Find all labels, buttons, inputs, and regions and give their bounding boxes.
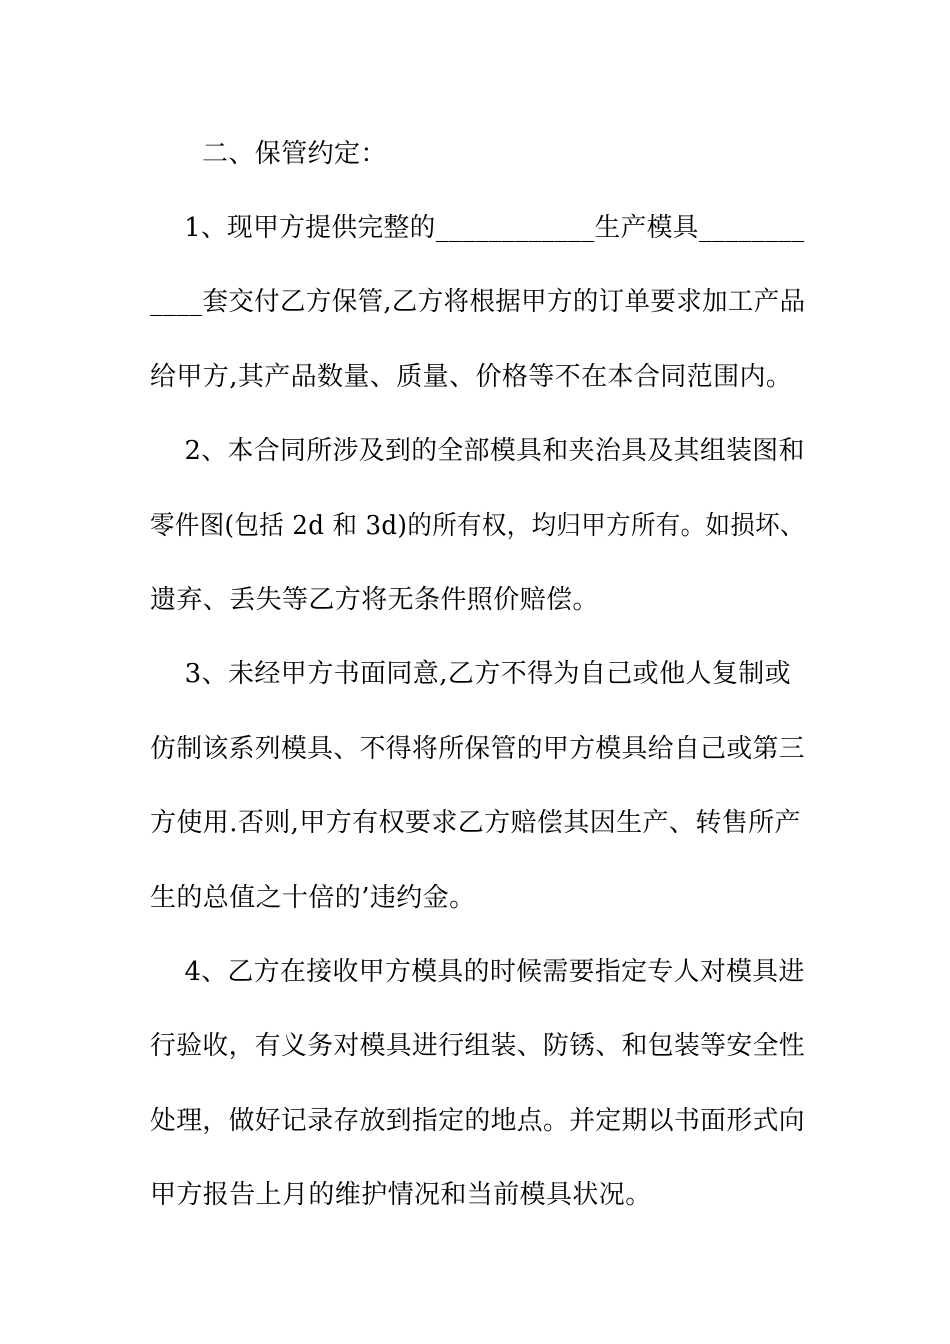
text-line: 给甲方,其产品数量、质量、价格等不在本合同范围内。 <box>150 362 793 392</box>
text-line: 行验收，有义务对模具进行组装、防锈、和包装等安全性 <box>150 1031 805 1061</box>
text-line: 零件图(包括 2d 和 3d)的所有权，均归甲方所有。如损坏、 <box>150 511 805 541</box>
text-line: 仿制该系列模具、不得将所保管的甲方模具给自己或第三 <box>150 734 805 764</box>
text-line: 甲方报告上月的维护情况和当前模具状况。 <box>150 1180 652 1210</box>
text-line: 生的总值之十倍的’违约金。 <box>150 883 476 913</box>
section-heading: 二、保管约定： <box>202 139 387 169</box>
text-line: 3、未经甲方书面同意,乙方不得为自己或他人复制或 <box>150 659 792 689</box>
text-line: 2、本合同所涉及到的全部模具和夹治具及其组装图和 <box>150 436 805 466</box>
text-line: 方使用.否则,甲方有权要求乙方赔偿其因生产、转售所产 <box>150 808 801 838</box>
text-line: 4、乙方在接收甲方模具的时候需要指定专人对模具进 <box>150 957 805 987</box>
text-line: 处理，做好记录存放到指定的地点。并定期以书面形式向 <box>150 1106 805 1136</box>
text-line: 遗弃、丢失等乙方将无条件照价赔偿。 <box>150 585 599 615</box>
text-line: ____套交付乙方保管,乙方将根据甲方的订单要求加工产品 <box>150 287 806 317</box>
text-line: 1、现甲方提供完整的____________生产模具________ <box>150 213 805 243</box>
